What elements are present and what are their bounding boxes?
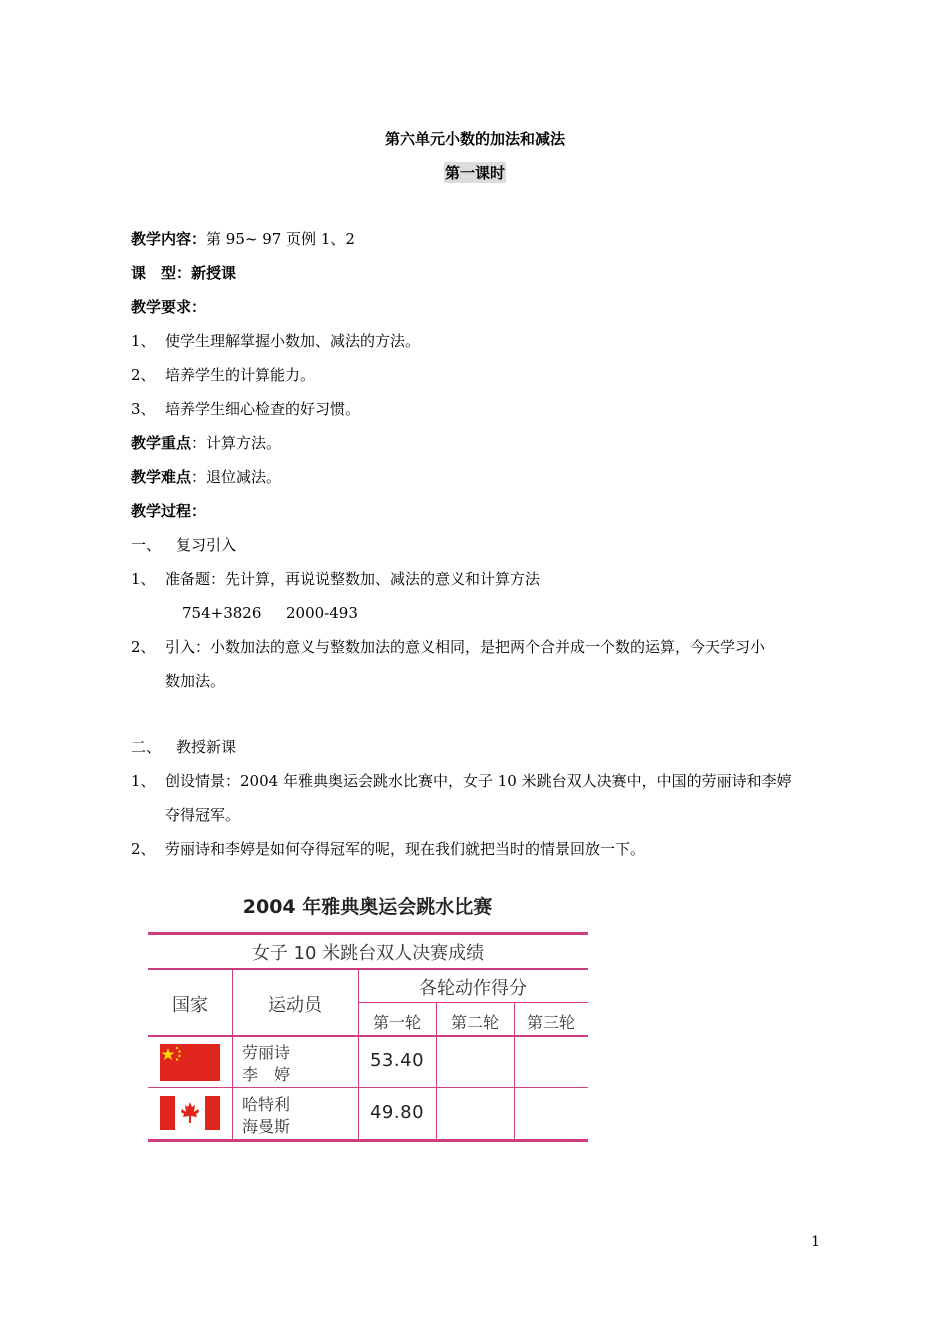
item-number: 1、 — [131, 772, 156, 790]
round-header: 第三轮 — [526, 1013, 575, 1032]
list-item — [131, 771, 792, 791]
difficulty-value: ：退位减法。 — [191, 468, 282, 486]
requirement-item — [131, 399, 360, 419]
difficulty-line — [131, 467, 281, 487]
subtitle-row — [0, 162, 950, 183]
item-number: 1、 — [131, 570, 156, 588]
item-continuation: 夺得冠军。 — [165, 806, 241, 824]
page-subtitle: 第一课时 — [444, 164, 505, 182]
item-number: 2、 — [131, 840, 156, 858]
requirement-item — [131, 331, 420, 351]
page-number: 1 — [811, 1234, 820, 1250]
score-cell: 49.80 — [369, 1102, 425, 1123]
item-text: 准备题：先计算，再说说整数加、减法的意义和计算方法 — [165, 570, 541, 588]
table-rule — [148, 1087, 588, 1088]
difficulty-label: 教学难点 — [131, 468, 192, 486]
round-header: 第一轮 — [372, 1013, 421, 1032]
china-flag-icon — [160, 1044, 220, 1081]
section-title: 复习引入 — [176, 536, 237, 554]
item-number: 2、 — [131, 638, 156, 656]
column-header-country: 国家 — [172, 995, 208, 1016]
item-text: 培养学生细心检查的好习惯。 — [165, 400, 361, 418]
round-header: 第二轮 — [450, 1013, 499, 1032]
item-number: 2、 — [131, 366, 156, 384]
table-title: 女子 10 米跳台双人决赛成绩 — [251, 943, 485, 964]
expression-2: 2000-493 — [286, 604, 358, 622]
section-heading — [131, 737, 236, 757]
expression-1: 754+3826 — [182, 604, 262, 622]
process-label: 教学过程： — [131, 502, 207, 520]
score-table — [148, 932, 588, 1142]
athlete-name: 哈特利 — [242, 1095, 291, 1114]
key-point-value: ：计算方法。 — [191, 434, 282, 452]
key-point-label: 教学重点 — [131, 434, 192, 452]
list-item — [131, 637, 765, 657]
score-table-figure — [140, 880, 595, 1150]
athlete-name: 海曼斯 — [242, 1117, 291, 1136]
content-value: 第 95~ 97 页例 1、2 — [206, 230, 355, 248]
table-rule — [148, 968, 588, 970]
canada-flag-icon — [160, 1096, 220, 1130]
table-rule — [148, 932, 588, 935]
requirements-label: 教学要求： — [131, 298, 207, 316]
item-text: 劳丽诗和李婷是如何夺得冠军的呢，现在我们就把当时的情景回放一下。 — [165, 840, 646, 858]
item-text: 培养学生的计算能力。 — [165, 366, 316, 384]
content-line — [131, 229, 355, 249]
column-header-athlete: 运动员 — [268, 995, 322, 1016]
athlete-name: 劳丽诗 — [242, 1043, 291, 1062]
item-text: 引入：小数加法的意义与整数加法的意义相同，是把两个合并成一个数的运算，今天学习小 — [165, 638, 766, 656]
score-cell: 53.40 — [369, 1050, 425, 1071]
item-continuation: 数加法。 — [165, 672, 226, 690]
lesson-type: 课 型：新授课 — [131, 264, 237, 282]
requirement-item — [131, 365, 315, 385]
list-item — [131, 569, 540, 589]
list-item — [131, 839, 645, 859]
content-label: 教学内容： — [131, 230, 207, 248]
section-title: 教授新课 — [176, 738, 237, 756]
item-number: 1、 — [131, 332, 156, 350]
section-heading — [131, 535, 236, 555]
item-text: 创设情景：2004 年雅典奥运会跳水比赛中，女子 10 米跳台双人决赛中，中国的劳丽诗和李婷 — [165, 772, 792, 790]
item-number: 3、 — [131, 400, 156, 418]
page-title: 第六单元小数的加法和减法 — [384, 130, 565, 148]
figure-title: 2004 年雅典奥运会跳水比赛 — [242, 896, 493, 918]
column-header-scores: 各轮动作得分 — [419, 978, 527, 999]
key-point-line — [131, 433, 281, 453]
table-rule — [148, 1035, 588, 1037]
table-rule — [358, 1002, 588, 1003]
item-text: 使学生理解掌握小数加、减法的方法。 — [165, 332, 421, 350]
section-number: 一、 — [131, 536, 162, 554]
section-number: 二、 — [131, 738, 162, 756]
table-rule — [148, 1139, 588, 1142]
athlete-name: 李 婷 — [242, 1065, 291, 1084]
